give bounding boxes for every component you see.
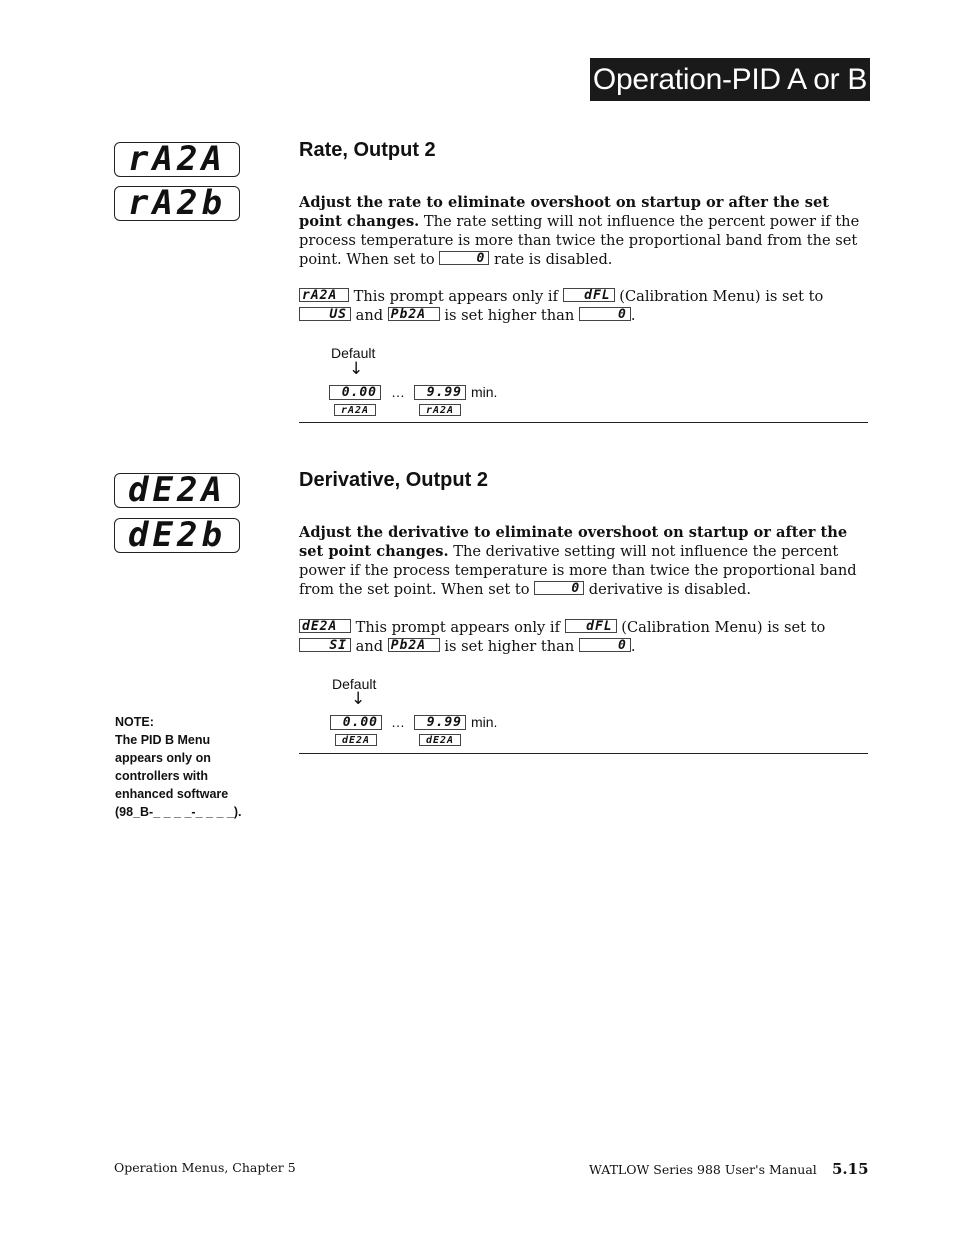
- page-header-title: Operation-PID A or B: [590, 58, 870, 101]
- derivative-cond-text2: (Calibration Menu) is set to: [616, 619, 826, 636]
- derivative-range-unit: min.: [471, 714, 498, 730]
- note-line: appears only on: [115, 751, 211, 765]
- rate-cond-text5: .: [630, 307, 636, 324]
- rate-intro-paragraph: [299, 193, 871, 269]
- rate-range-min: 0.00: [329, 385, 381, 400]
- note-heading: NOTE:: [115, 715, 154, 729]
- rate-cond-lcd-pb2a: Pb2A: [388, 307, 440, 321]
- rate-intro-text2: rate is disabled.: [489, 251, 613, 268]
- rate-default-label: Default: [331, 345, 376, 361]
- derivative-intro-text2: derivative is disabled.: [584, 581, 752, 598]
- footer-chapter: Operation Menus, Chapter 5: [114, 1160, 296, 1175]
- derivative-range-max: 9.99: [414, 715, 466, 730]
- derivative-intro-paragraph: [299, 523, 871, 599]
- rate-intro-text1: The rate setting will not influence the percent power if the process temperature is more than twice the proportional band from the set point. When set to: [299, 213, 860, 268]
- derivative-range-min: 0.00: [330, 715, 382, 730]
- display-rate-a: rA2A: [114, 142, 240, 177]
- rate-cond-text2: (Calibration Menu) is set to: [614, 288, 824, 305]
- rate-cond-text1: This prompt appears only if: [349, 288, 563, 305]
- rate-cond-lcd-zero: 0: [579, 307, 631, 321]
- derivative-cond-text1: This prompt appears only if: [351, 619, 565, 636]
- derivative-cond-lcd-dfl: dFL: [565, 619, 617, 633]
- footer-manual-title: WATLOW Series 988 User's Manual: [589, 1162, 817, 1177]
- rate-range-ellipsis: …: [391, 384, 405, 400]
- rate-cond-text4: is set higher than: [439, 307, 579, 324]
- display-derivative-b: dE2b: [114, 518, 240, 553]
- rate-intro-bold: Adjust the rate to eliminate overshoot on startup or after the set point changes.: [299, 194, 829, 230]
- rate-range-unit: min.: [471, 384, 498, 400]
- derivative-intro-bold: Adjust the derivative to eliminate overshoot on startup or after the set point changes.: [299, 524, 848, 560]
- rate-default-arrow: ↓: [349, 359, 364, 379]
- note-line: (98_B-_ _ _ _-_ _ _ _).: [115, 805, 242, 819]
- rate-cond-lcd-dfl: dFL: [563, 288, 615, 302]
- rate-cond-lcd-us: US: [299, 307, 351, 321]
- derivative-condition-paragraph: [299, 618, 871, 656]
- rate-range-min-sub: rA2A: [334, 404, 376, 416]
- rate-range-max-sub: rA2A: [419, 404, 461, 416]
- derivative-range-min-sub: dE2A: [335, 734, 377, 746]
- derivative-cond-text4: is set higher than: [439, 638, 579, 655]
- derivative-cond-lcd-pb2a: Pb2A: [388, 638, 440, 652]
- derivative-cond-text3: and: [351, 638, 388, 655]
- derivative-default-arrow: ↓: [351, 689, 366, 709]
- derivative-range-ellipsis: …: [391, 714, 405, 730]
- derivative-range-max-sub: dE2A: [419, 734, 461, 746]
- derivative-cond-lcd-zero: 0: [579, 638, 631, 652]
- rate-intro-lcd: 0: [439, 251, 489, 265]
- derivative-cond-lcd-prompt: dE2A: [299, 619, 351, 633]
- footer-page-number: 5.15: [832, 1160, 869, 1178]
- section-title-derivative: Derivative, Output 2: [299, 469, 488, 491]
- rate-section-divider: [299, 422, 868, 423]
- note-line: enhanced software: [115, 787, 229, 801]
- derivative-cond-lcd-si: SI: [299, 638, 351, 652]
- note-line: The PID B Menu: [115, 733, 211, 747]
- rate-range-max: 9.99: [414, 385, 466, 400]
- rate-cond-text3: and: [351, 307, 388, 324]
- derivative-intro-text1: The derivative setting will not influence the percent power if the process temperature is more than twice the proportional band from the set point. When set to: [299, 543, 857, 598]
- note-line: controllers with: [115, 769, 209, 783]
- display-derivative-a: dE2A: [114, 473, 240, 508]
- rate-cond-lcd-prompt: rA2A: [299, 288, 349, 302]
- derivative-intro-lcd: 0: [534, 581, 584, 595]
- derivative-cond-text5: .: [630, 638, 636, 655]
- derivative-default-label: Default: [332, 676, 377, 692]
- derivative-section-divider: [299, 753, 868, 754]
- rate-condition-paragraph: [299, 287, 871, 325]
- section-title-rate: Rate, Output 2: [299, 139, 436, 161]
- pid-b-note: [115, 713, 275, 821]
- display-rate-b: rA2b: [114, 186, 240, 221]
